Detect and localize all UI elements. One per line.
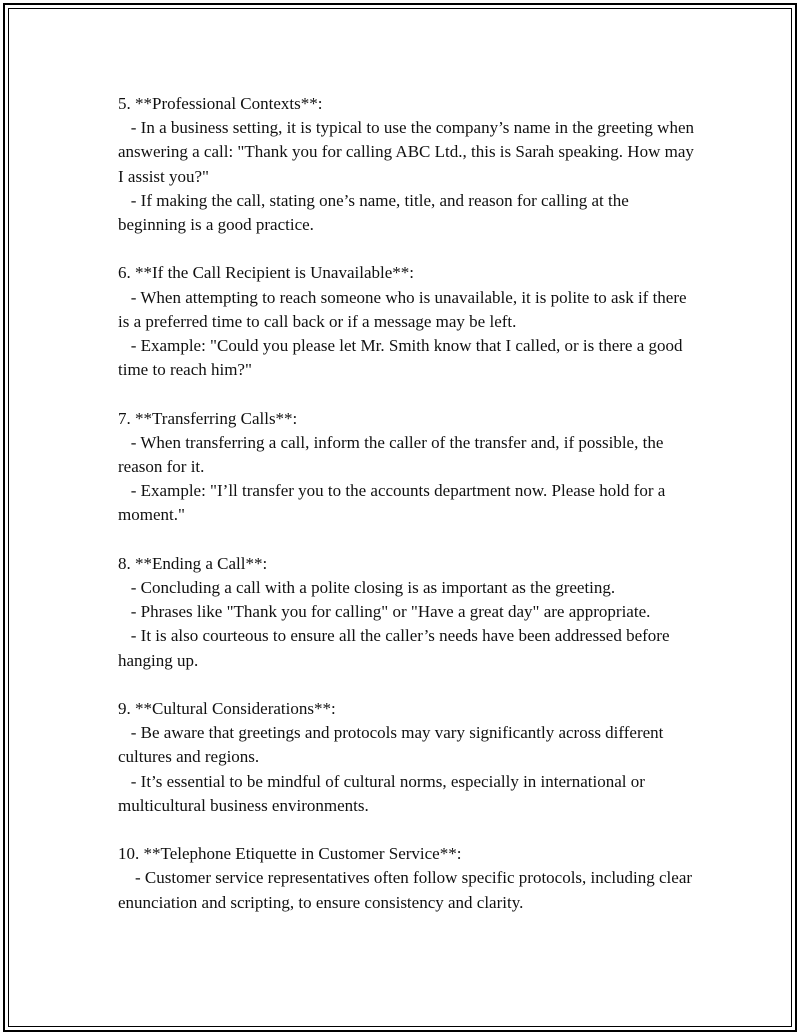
bullet-item: - Phrases like "Thank you for calling" or "Have a great day" are appropriate.: [118, 602, 651, 622]
section-heading: 5. **Professional Contexts**:: [118, 94, 323, 113]
bullet-item: - It is also courteous to ensure all the caller’s needs have been addressed before hanging up.: [118, 626, 674, 670]
section-transferring-calls: [118, 407, 698, 528]
bullet-item: - In a business setting, it is typical to use the company’s name in the greeting when answering a call: "Thank you for calling ABC Ltd., this is Sarah speaking. How may I assist you?": [118, 118, 699, 186]
bullet-item: - Example: "Could you please let Mr. Smith know that I called, or is there a good time to reach him?": [118, 336, 687, 380]
section-call-recipient-unavailable: [118, 261, 698, 382]
bullet-item: - Example: "I’ll transfer you to the accounts department now. Please hold for a moment.": [118, 481, 670, 525]
section-professional-contexts: [118, 92, 698, 237]
section-heading: 6. **If the Call Recipient is Unavailable**:: [118, 263, 415, 283]
section-customer-service-etiquette: [118, 842, 698, 915]
bullet-item: - When attempting to reach someone who is unavailable, it is polite to ask if there is a preferred time to call back or if a message may be left.: [118, 287, 691, 331]
section-heading: 10. **Telephone Etiquette in Customer Service**:: [118, 844, 462, 864]
document-body: [118, 92, 698, 939]
bullet-item: - Customer service representatives often follow specific protocols, including clear enunciation and scripting, to ensure consistency and clarity.: [118, 868, 697, 912]
section-heading: 8. **Ending a Call**:: [118, 553, 268, 573]
section-cultural-considerations: [118, 697, 698, 818]
bullet-item: - Concluding a call with a polite closing is as important as the greeting.: [118, 578, 616, 598]
section-heading: 7. **Transferring Calls**:: [118, 408, 298, 428]
section-heading: 9. **Cultural Considerations**:: [118, 699, 336, 719]
bullet-item: - When transferring a call, inform the caller of the transfer and, if possible, the reason for it.: [118, 432, 668, 477]
bullet-item: - If making the call, stating one’s name, title, and reason for calling at the beginning is a good practice.: [118, 190, 634, 235]
bullet-item: - It’s essential to be mindful of cultural norms, especially in international or multicultural business environments.: [118, 771, 650, 815]
bullet-item: - Be aware that greetings and protocols may vary significantly across different cultures and regions.: [118, 723, 668, 767]
section-ending-a-call: [118, 552, 698, 673]
